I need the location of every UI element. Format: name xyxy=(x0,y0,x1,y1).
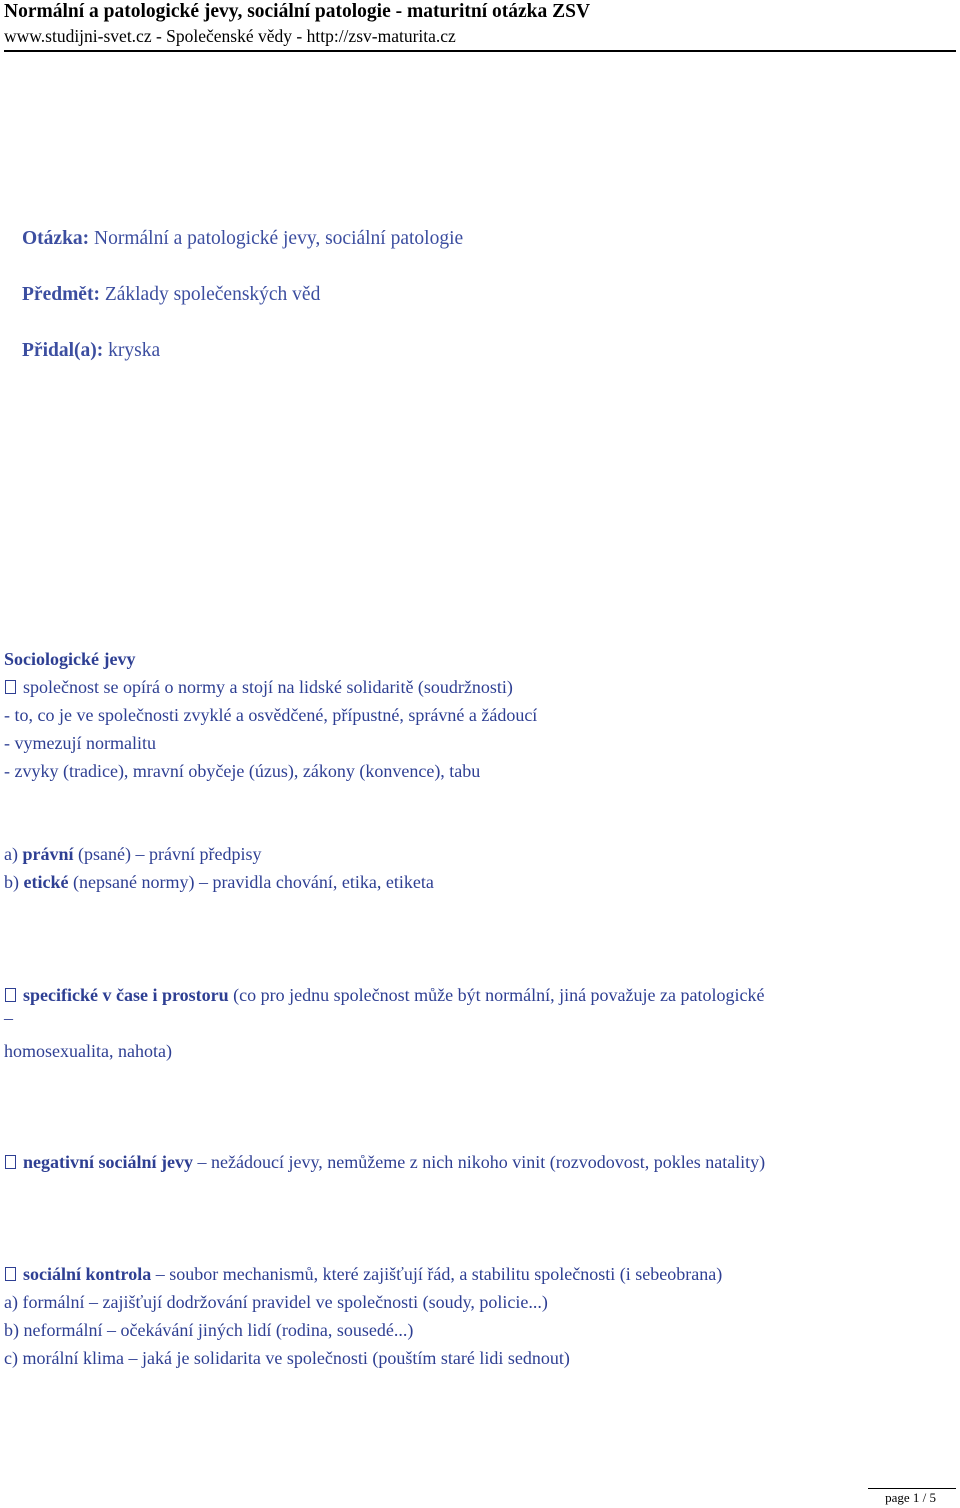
author-value: kryska xyxy=(103,340,161,361)
document-title: Normální a patologické jevy, sociální patologie - maturitní otázka ZSV xyxy=(4,1,591,22)
subject-line xyxy=(22,284,320,306)
question-line xyxy=(22,228,463,250)
subject-value: Základy společenských věd xyxy=(99,284,321,305)
line-text: společnost se opírá o normy a stojí na lidské solidaritě (soudržnosti) xyxy=(23,677,513,697)
author-line xyxy=(22,340,160,362)
list-item-b: b) etické (nepsané normy) – pravidla chování, etika, etiketa xyxy=(4,872,434,892)
source-line: www.studijni-svet.cz - Společenské vědy - http://zsv-maturita.cz xyxy=(4,26,456,46)
term-negativni: negativní sociální jevy xyxy=(23,1152,193,1172)
text-line: homosexualita, nahota) xyxy=(4,1041,172,1061)
bullet-line: specifické v čase i prostoru (co pro jednu společnost může být normální, jiná považuje za patologické xyxy=(4,985,764,1006)
term-pravni: právní xyxy=(22,844,74,864)
dash-line: – xyxy=(4,1008,13,1028)
list-item-a: a) právní (psané) – právní předpisy xyxy=(4,844,262,864)
text-line: - vymezují normalitu xyxy=(4,733,156,753)
question-value: Normální a patologické jevy, sociální patologie xyxy=(89,228,464,249)
text-line: - zvyky (tradice), mravní obyčeje (úzus), zákony (konvence), tabu xyxy=(4,761,481,781)
bullet-square-icon xyxy=(5,1267,16,1281)
page-number: page 1 / 5 xyxy=(885,1490,936,1505)
author-label: Přidal(a): xyxy=(22,340,104,361)
bullet-square-icon xyxy=(5,988,16,1002)
term-socialni-kontrola: sociální kontrola xyxy=(23,1264,152,1284)
text-line: - to, co je ve společnosti zvyklé a osvědčené, přípustné, správné a žádoucí xyxy=(4,705,538,725)
heading-text: Sociologické jevy xyxy=(4,649,136,669)
term-eticke: etické xyxy=(23,872,69,892)
bullet-line: sociální kontrola – soubor mechanismů, které zajišťují řád, a stabilitu společnosti (i sebeobrana) xyxy=(4,1264,722,1285)
header-divider xyxy=(4,50,956,52)
question-label: Otázka: xyxy=(22,228,90,249)
bullet-square-icon xyxy=(5,1155,16,1169)
text-line: a) formální – zajišťují dodržování pravidel ve společnosti (soudy, policie...) xyxy=(4,1292,548,1312)
bullet-line xyxy=(4,677,513,698)
footer-divider xyxy=(868,1488,956,1489)
section-heading xyxy=(4,649,135,670)
text-line: c) morální klima – jaká je solidarita ve společnosti (pouštím staré lidi sednout) xyxy=(4,1348,570,1368)
bullet-line: negativní sociální jevy – nežádoucí jevy, nemůžeme z nich nikoho vinit (rozvodovost, pokles natality) xyxy=(4,1152,765,1173)
text-line: b) neformální – očekávání jiných lidí (rodina, sousedé...) xyxy=(4,1320,414,1340)
bullet-square-icon xyxy=(5,680,16,694)
term-specificke: specifické v čase i prostoru xyxy=(23,985,229,1005)
subject-label: Předmět: xyxy=(22,284,100,305)
